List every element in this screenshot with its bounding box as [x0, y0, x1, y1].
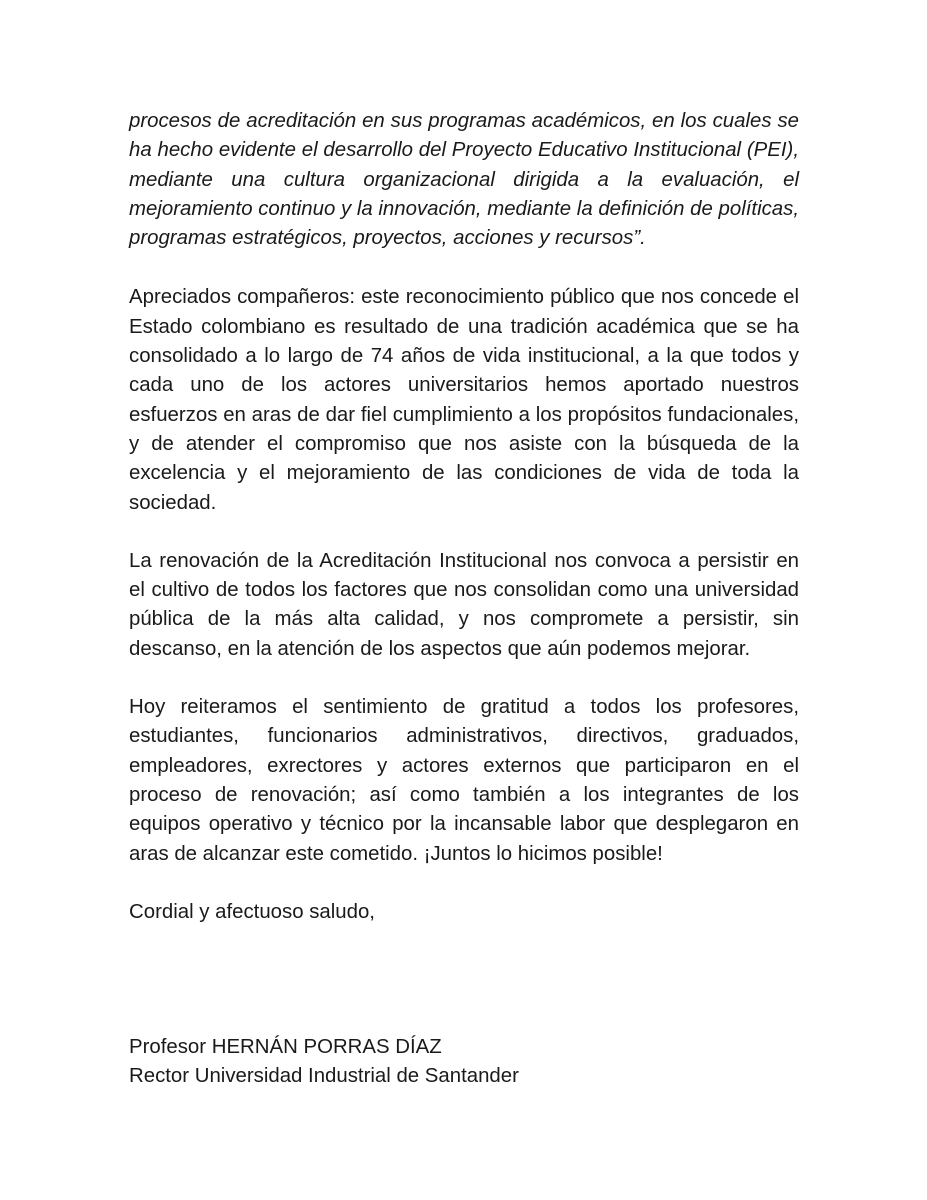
signature-name: Profesor HERNÁN PORRAS DÍAZ	[129, 1036, 442, 1058]
signature-title: Rector Universidad Industrial de Santander	[129, 1065, 519, 1088]
closing-line: Cordial y afectuoso saludo,	[129, 900, 375, 923]
signature-block	[129, 1033, 799, 1092]
letter-body	[129, 107, 799, 927]
paragraph-recognition: Apreciados compañeros: este reconocimiento público que nos concede el Estado colombiano es resultado de una tradición académica que se ha consolidado a lo largo de 74 años de vida institucional, a la que todos y cada uno de los actores universitarios hemos aportado nuestros esfuerzos en aras de dar fiel cumplimiento a los propósitos fundacionales, y de atender el compromiso que nos asiste con la búsqueda de la excelencia y el mejoramiento de las condiciones de vida de toda la sociedad.	[129, 286, 799, 514]
quote-paragraph: procesos de acreditación en sus programas académicos, en los cuales se ha hecho evidente el desarrollo del Proyecto Educativo Institucional (PEI), mediante una cultura organizacional dirigida a la evaluación, el mejoramiento continuo y la innovación, mediante la definición de políticas, programas estratégicos, proyectos, acciones y recursos”.	[129, 110, 799, 250]
paragraph-renewal: La renovación de la Acreditación Institucional nos convoca a persistir en el cultivo de todos los factores que nos consolidan como una universidad pública de la más alta calidad, y nos compromete a persistir, sin descanso, en la atención de los aspectos que aún podemos mejorar.	[129, 549, 799, 660]
paragraph-gratitude: Hoy reiteramos el sentimiento de gratitud a todos los profesores, estudiantes, funcionarios administrativos, directivos, graduados, empleadores, exrectores y actores externos que participaron en el proceso de renovación; así como también a los integrantes de los equipos operativo y técnico por la incansable labor que desplegaron en aras de alcanzar este cometido. ¡Juntos lo hicimos posible!	[129, 696, 799, 865]
